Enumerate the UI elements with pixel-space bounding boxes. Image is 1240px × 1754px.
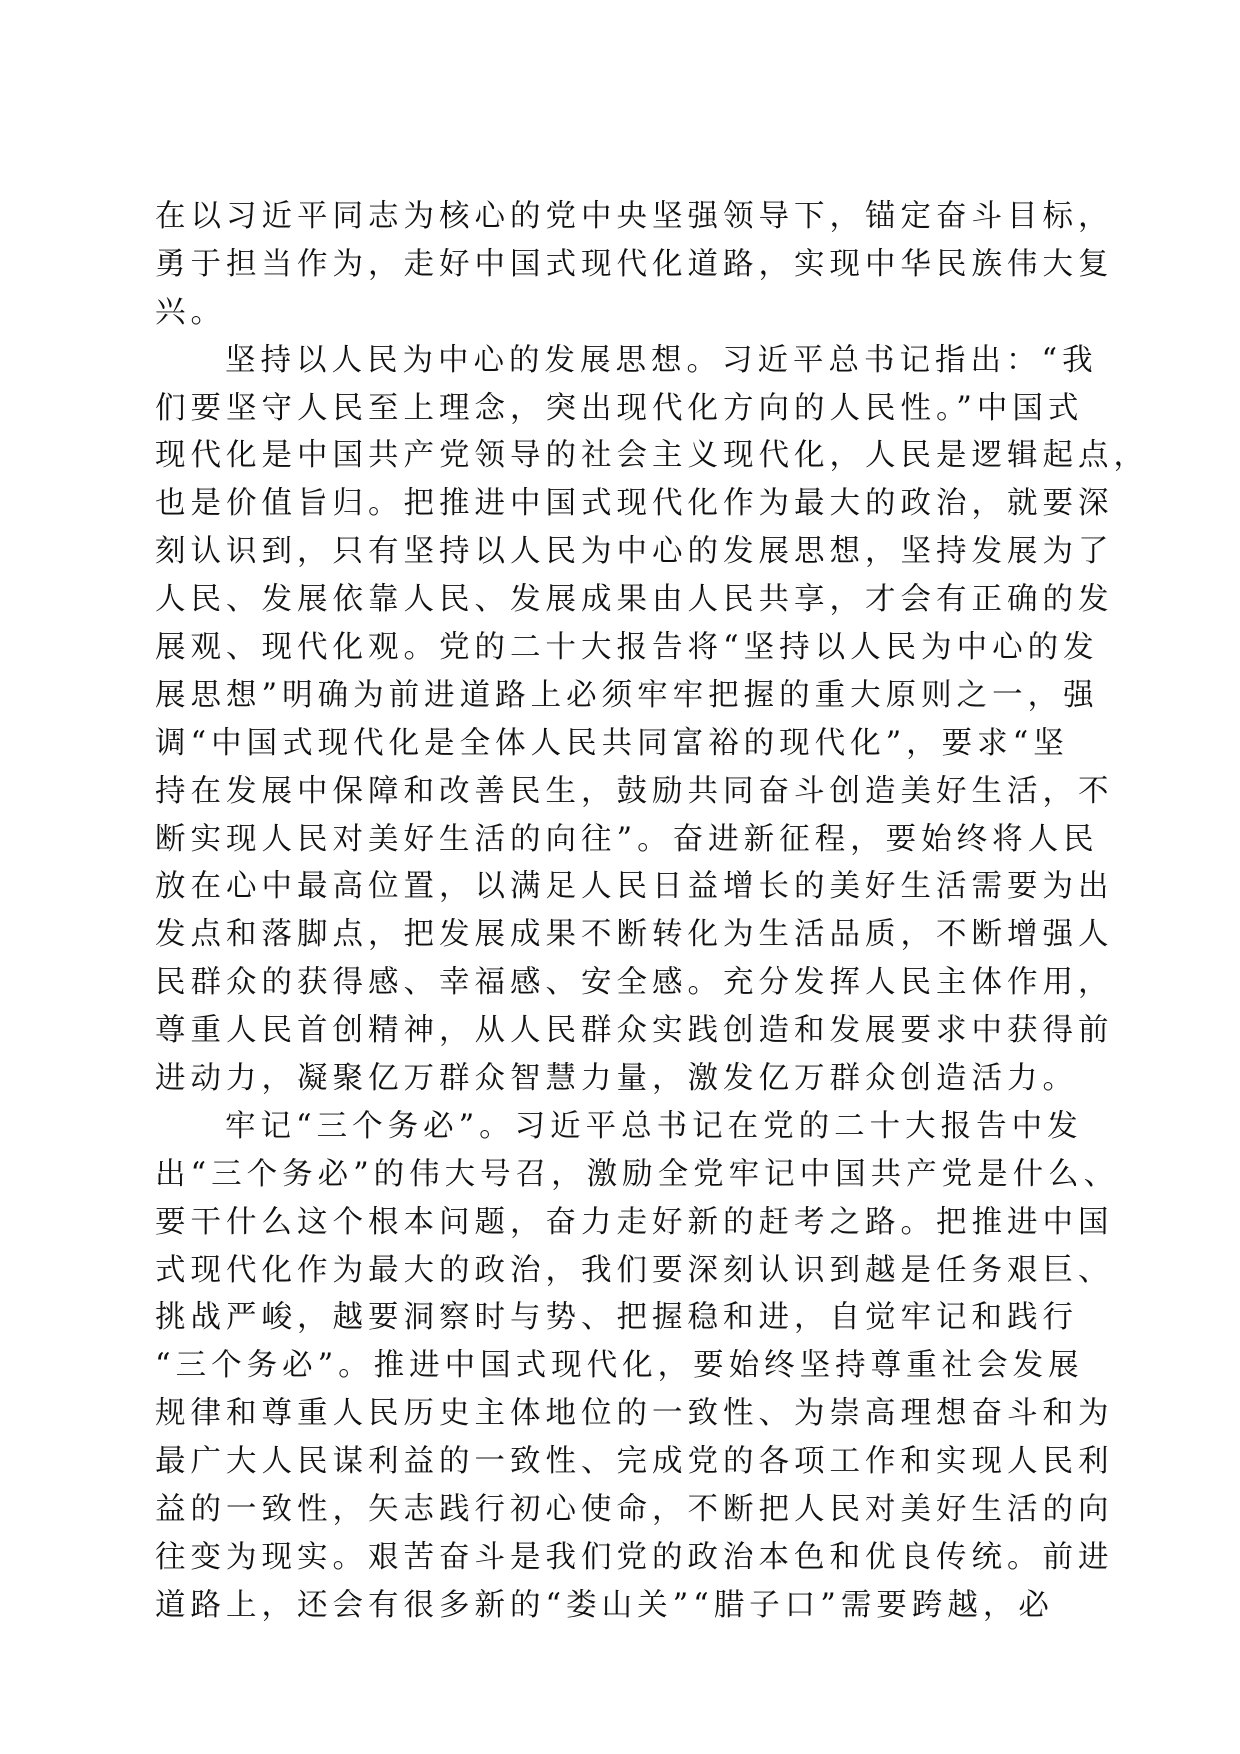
- text-line: 规律和尊重人民历史主体地位的一致性、为崇高理想奋斗和为: [155, 1396, 1114, 1432]
- text-line: 益的一致性，矢志践行初心使命，不断把人民对美好生活的向: [155, 1492, 1114, 1528]
- paragraph-first-line: 坚持以人民为中心的发展思想。习近平总书记指出：“我: [225, 342, 1098, 378]
- body-text: [155, 193, 1149, 1630]
- text-line: 挑战严峻，越要洞察时与势、把握稳和进，自觉牢记和践行: [155, 1300, 1078, 1336]
- text-line: 勇于担当作为，走好中国式现代化道路，实现中华民族伟大复: [155, 246, 1114, 282]
- text-line: 刻认识到，只有坚持以人民为中心的发展思想，坚持发展为了: [155, 534, 1114, 570]
- text-line: 最广大人民谋利益的一致性、完成党的各项工作和实现人民利: [155, 1444, 1114, 1480]
- text-line: 们要坚守人民至上理念，突出现代化方向的人民性。”中国式: [155, 390, 1084, 426]
- text-line: 尊重人民首创精神，从人民群众实践创造和发展要求中获得前: [155, 1013, 1114, 1049]
- text-line: 民群众的获得感、幸福感、安全感。充分发挥人民主体作用，: [155, 965, 1114, 1001]
- text-line: 进动力，凝聚亿万群众智慧力量，激发亿万群众创造活力。: [155, 1061, 1078, 1097]
- text-line: 人民、发展依靠人民、发展成果由人民共享，才会有正确的发: [155, 582, 1114, 618]
- text-line: 道路上，还会有很多新的“娄山关”“腊子口”需要跨越，必: [155, 1587, 1054, 1623]
- text-line: 要干什么这个根本问题，奋力走好新的赶考之路。把推进中国: [155, 1204, 1114, 1240]
- text-line: 调“中国式现代化是全体人民共同富裕的现代化”，要求“坚: [155, 725, 1069, 761]
- paragraph-first-line: 牢记“三个务必”。习近平总书记在党的二十大报告中发: [225, 1108, 1083, 1144]
- text-line: 现代化是中国共产党领导的社会主义现代化，人民是逻辑起点，: [155, 438, 1149, 474]
- text-line: 展观、现代化观。党的二十大报告将“坚持以人民为中心的发: [155, 630, 1099, 666]
- text-line: 放在心中最高位置，以满足人民日益增长的美好生活需要为出: [155, 869, 1114, 905]
- text-line: 断实现人民对美好生活的向往”。奋进新征程，要始终将人民: [155, 821, 1099, 857]
- text-line: 发点和落脚点，把发展成果不断转化为生活品质，不断增强人: [155, 917, 1114, 953]
- text-line: 兴。: [155, 294, 226, 330]
- text-line: “三个务必”。推进中国式现代化，要始终坚持尊重社会发展: [155, 1348, 1084, 1384]
- text-line: 持在发展中保障和改善民生，鼓励共同奋斗创造美好生活，不: [155, 773, 1114, 809]
- text-line: 式现代化作为最大的政治，我们要深刻认识到越是任务艰巨、: [155, 1252, 1114, 1288]
- text-line: 往变为现实。艰苦奋斗是我们党的政治本色和优良传统。前进: [155, 1539, 1114, 1575]
- text-line: 展思想”明确为前进道路上必须牢牢把握的重大原则之一，强: [155, 677, 1099, 713]
- text-line: 也是价值旨归。把推进中国式现代化作为最大的政治，就要深: [155, 486, 1114, 522]
- text-line: 在以习近平同志为核心的党中央坚强领导下，锚定奋斗目标，: [155, 199, 1114, 234]
- text-line: 出“三个务必”的伟大号召，激励全党牢记中国共产党是什么、: [155, 1156, 1120, 1192]
